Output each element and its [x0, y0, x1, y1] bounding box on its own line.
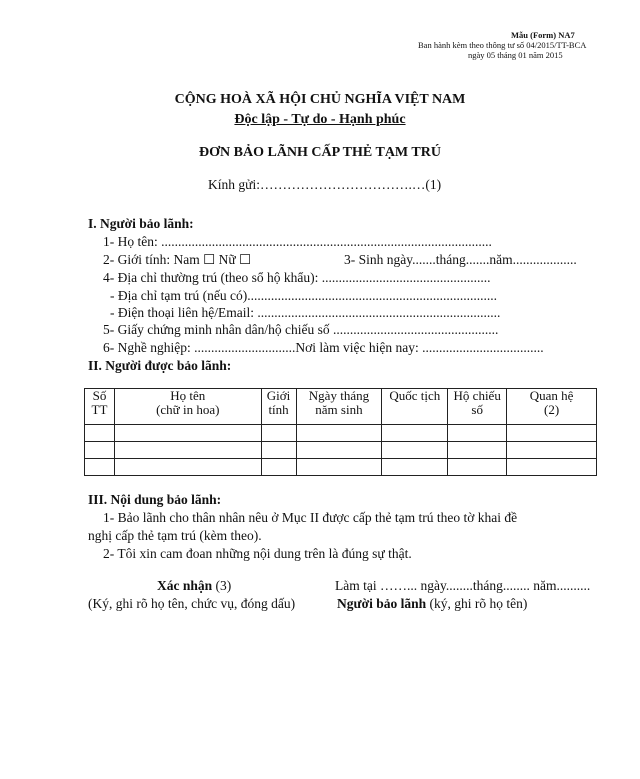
addressee: Kính gửi:…………………………….…(1) [208, 177, 442, 192]
issued-by: Ban hành kèm theo thông tư số 04/2015/TT-BCA [418, 40, 587, 50]
column-header: Giới tính [261, 389, 296, 425]
field-occupation: 6- Nghề nghiệp: ..............................Nơi làm việc hiện nay: .................................... [103, 340, 544, 355]
content-line-3: 2- Tôi xin cam đoan những nội dung trên là đúng sự thật. [103, 546, 412, 561]
content-line-2: nghị cấp thẻ tạm trú (kèm theo). [88, 528, 262, 543]
issued-date: ngày 05 tháng 01 năm 2015 [468, 50, 563, 60]
section1-heading: I. Người bảo lãnh: [88, 216, 194, 231]
column-header: Ngày tháng năm sinh [296, 389, 382, 425]
column-header: Hộ chiếu số [448, 389, 507, 425]
form-title: ĐƠN BẢO LÃNH CẤP THẺ TẠM TRÚ [199, 145, 441, 160]
motto: Độc lập - Tự do - Hạnh phúc [234, 112, 406, 127]
section2-heading: II. Người được bảo lãnh: [88, 358, 232, 373]
field-phone-email: - Điện thoại liên hệ/Email: ........................................................................ [110, 305, 501, 320]
guarantor-sub: (ký, ghi rõ họ tên) [426, 596, 528, 611]
form-code: Mẫu (Form) NA7 [511, 30, 575, 40]
place-date: Làm tại ……... ngày........tháng........ năm.......... [335, 578, 591, 593]
section3-heading: III. Nội dung bảo lãnh: [88, 492, 222, 507]
national-title: CỘNG HOÀ XÃ HỘI CHỦ NGHĨA VIỆT NAM [174, 92, 466, 107]
field-permanent-address: 4- Địa chỉ thường trú (theo sổ hộ khẩu): .................................................. [103, 270, 491, 285]
guarantor-block [337, 596, 527, 612]
column-header: Quan hệ (2) [507, 389, 597, 425]
column-header: Quốc tịch [382, 389, 448, 425]
confirm-sub: (Ký, ghi rõ họ tên, chức vụ, đóng dấu) [88, 596, 296, 611]
confirm-note: (3) [212, 578, 232, 593]
content-line-1: 1- Bảo lãnh cho thân nhân nêu ở Mục II được cấp thẻ tạm trú theo tờ khai đề [103, 510, 518, 525]
field-id-card: 5- Giấy chứng minh nhân dân/hộ chiếu số ................................................. [103, 322, 499, 337]
confirm-label: Xác nhận [157, 578, 213, 593]
confirm-block [157, 578, 231, 594]
guaranteed-persons-table [84, 388, 597, 476]
column-header: Số TT [85, 389, 115, 425]
table-row[interactable] [85, 425, 597, 442]
field-full-name: 1- Họ tên: .................................................................................................. [103, 234, 492, 249]
table-row[interactable] [85, 442, 597, 459]
guarantor-label: Người bảo lãnh [337, 596, 427, 611]
table-header-row [85, 389, 597, 425]
table-row[interactable] [85, 459, 597, 476]
column-header: Họ tên (chữ in hoa) [114, 389, 261, 425]
field-temporary-address: - Địa chỉ tạm trú (nếu có).......................................................................... [110, 288, 497, 303]
field-gender: 2- Giới tính: Nam ☐ Nữ ☐ [103, 252, 252, 267]
field-dob: 3- Sinh ngày.......tháng.......năm................... [344, 252, 577, 267]
